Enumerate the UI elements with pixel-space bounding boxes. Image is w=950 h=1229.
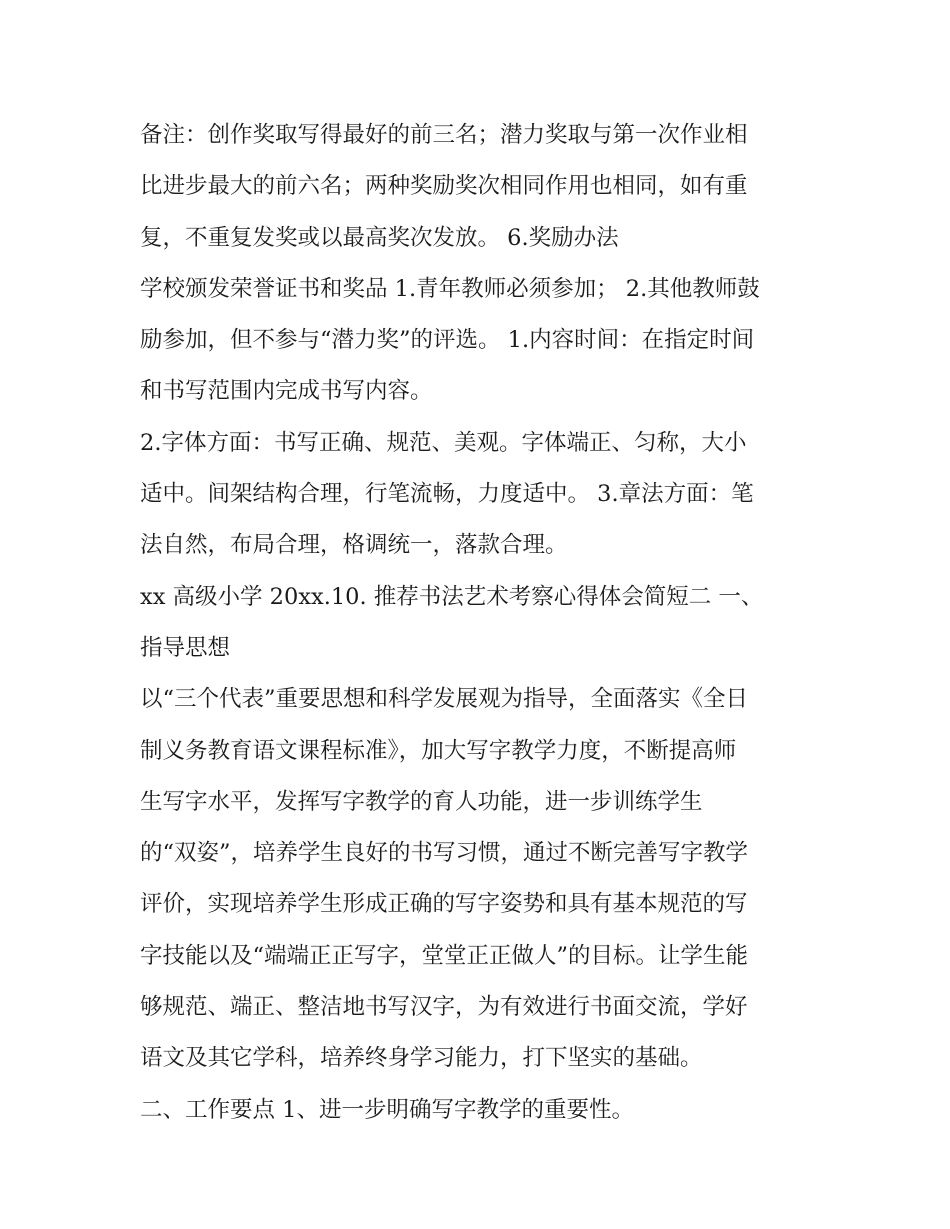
text-line: 字技能以及“端端正正写字，堂堂正正做人”的目标。让学生能 xyxy=(140,942,749,969)
text-line: 和书写范围内完成书写内容。 xyxy=(140,378,433,405)
text-line: 法自然，布局合理，格调统一，落款合理。 xyxy=(140,532,568,559)
text-line: 评价，实现培养学生形成正确的写字姿势和具有基本规范的写 xyxy=(140,891,748,918)
text-line: 比进步最大的前六名；两种奖励奖次相同作用也相同，如有重 xyxy=(140,173,748,200)
text-line: 生写字水平，发挥写字教学的育人功能，进一步训练学生 xyxy=(140,788,703,815)
text-line: 以“三个代表”重要思想和科学发展观为指导，全面落实《全日 xyxy=(140,686,749,713)
text-line: xx 高级小学 20xx.10. 推荐书法艺术考察心得体会简短二 一、 xyxy=(140,583,764,610)
document-body xyxy=(140,110,820,1136)
section-heading: 二、工作要点 1、进一步明确写字教学的重要性。 xyxy=(140,1096,634,1123)
text-line: 学校颁发荣誉证书和奖品 1.青年教师必须参加； 2.其他教师鼓 xyxy=(140,275,760,302)
text-line: 语文及其它学科，培养终身学习能力，打下坚实的基础。 xyxy=(140,1045,703,1072)
text-line: 适中。间架结构合理，行笔流畅，力度适中。 3.章法方面：笔 xyxy=(140,481,754,508)
text-line: 2.字体方面：书写正确、规范、美观。字体端正、匀称，大小 xyxy=(140,429,747,456)
text-line: 的“双姿”，培养学生良好的书写习惯，通过不断完善写字教学 xyxy=(140,840,749,867)
text-line: 备注：创作奖取写得最好的前三名；潜力奖取与第一次作业相 xyxy=(140,122,748,148)
text-line: 制义务教育语文课程标准》，加大写字教学力度，不断提高师 xyxy=(140,737,737,764)
text-line: 够规范、端正、整洁地书写汉字，为有效进行书面交流，学好 xyxy=(140,994,748,1021)
text-line: 励参加，但不参与“潜力奖”的评选。 1.内容时间：在指定时间 xyxy=(140,327,755,354)
text-line: 复，不重复发奖或以最高奖次发放。 6.奖励办法 xyxy=(140,224,619,251)
section-heading: 指导思想 xyxy=(140,634,231,661)
